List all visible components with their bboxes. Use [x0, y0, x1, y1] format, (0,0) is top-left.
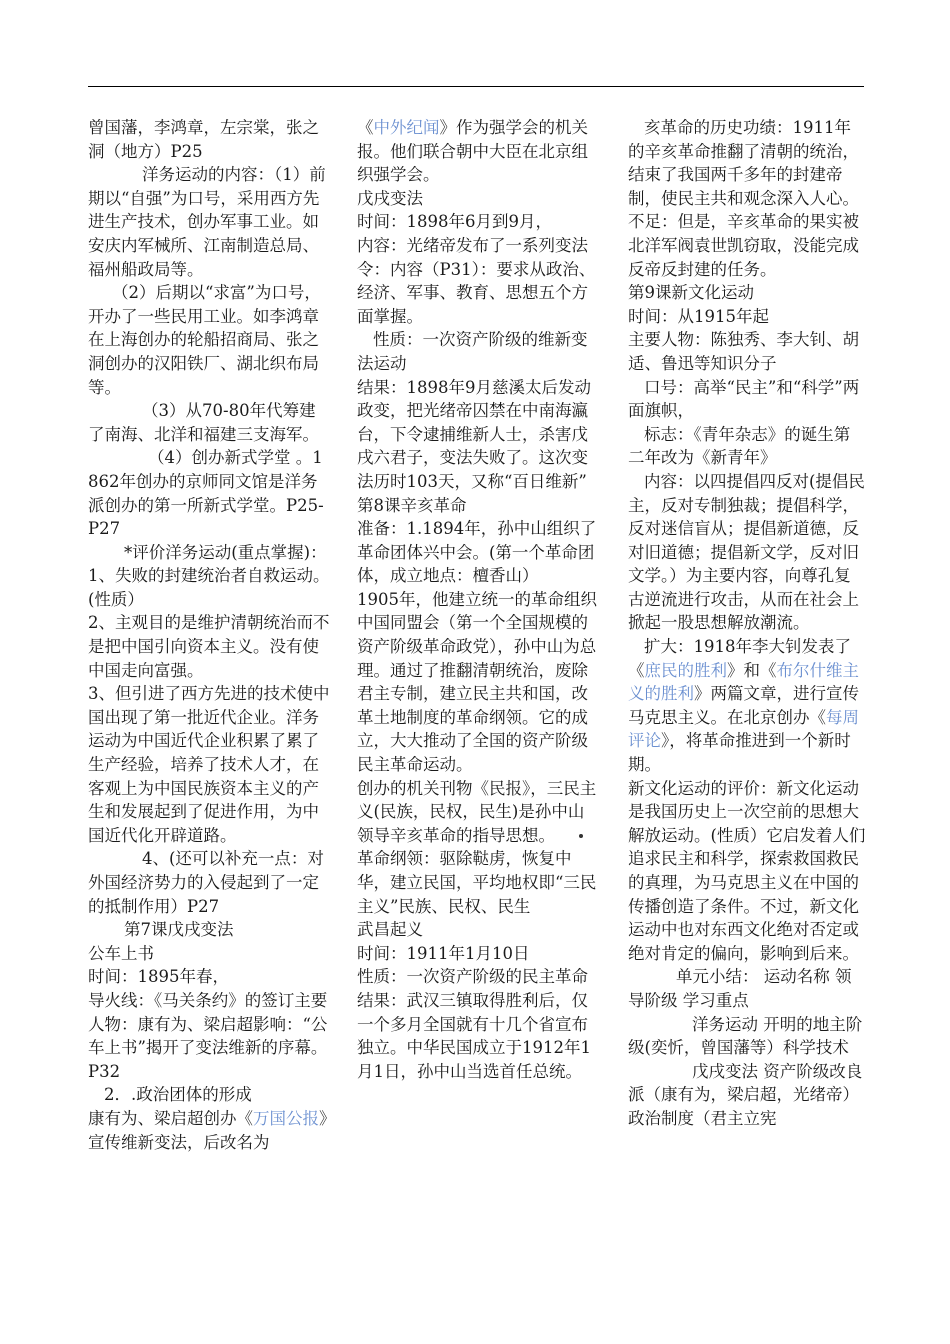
paragraph: 口号：高举“民主”和“科学”两面旗帜，	[628, 377, 860, 421]
paragraph: 准备：1.1894年，孙中山组织了革命团体兴中会。(第一个革命团体，成立地点：檀香山）	[357, 519, 597, 586]
subheading: 2．.政治团体的形成	[104, 1085, 252, 1105]
section-heading: 第9课新文化运动	[628, 283, 754, 303]
paragraph: 亥革命的历史功绩：1911年的辛亥革命推翻了清朝的统治，结束了我国两千多年的封建帝制，使民主共和观念深入人心。不足：但是，辛亥革命的果实被北洋军阀袁世凯窃取，没能完成反帝反封建的任务。	[628, 118, 859, 279]
hyperlink-bolshevism-victory[interactable]: 布尔什维主义的胜利	[628, 660, 859, 704]
paragraph: 主要人物：陈独秀、李大钊、胡适、鲁迅等知识分子	[628, 330, 859, 373]
paragraph: 结果：武汉三镇取得胜利后，仅一个多月全国就有十几个省宣布独立。中华民国成立于1912年1月1日，孙中山当选首任总统。	[357, 990, 591, 1081]
paragraph: （4）创办新式学堂 。1862年创办的京师同文馆是洋务派创办的第一所新式学堂。P25-P27	[88, 448, 324, 539]
paragraph: 2、主观目的是维护清朝统治而不是把中国引向资本主义。没有使中国走向富强。	[88, 613, 330, 680]
paragraph: *评价洋务运动(重点掌握)： 1、失败的封建统治者自救运动。(性质）	[88, 542, 330, 609]
paragraph: 导火线：《马关条约》的签订主要人物：康有为、梁启超影响：“公车上书”揭开了变法维新的序幕。P32	[88, 990, 328, 1081]
paragraph: 单元小结： 运动名称 领导阶级 学习重点	[628, 967, 852, 1010]
paragraph: 创办的机关刊物《民报》，三民主义(民族，民权，民生)是孙中山领导辛亥革命的指导思想。	[357, 778, 597, 845]
paragraph: 性质：一次资产阶级的民主革命	[357, 967, 588, 987]
paragraph: （3）从70-80年代筹建了南海、北洋和福建三支海军。	[88, 401, 319, 444]
paragraph: 新文化运动的评价：新文化运动是我国历史上一次空前的思想大解放运动。(性质）它启发着人们追求民主和科学，探索救国救民的真理，为马克思主义在中国的传播创造了条件。不过，新文化运动中也对东西文化绝对否定或绝对肯定的偏向，影响到后来。	[628, 778, 866, 963]
paragraph: 戊戌变法 资产阶级改良派（康有为，梁启超，光绪帝） 政治制度（君主立宪	[628, 1061, 863, 1128]
paragraph: 时间：1895年春，	[88, 967, 229, 987]
paragraph: 洋务运动 开明的地主阶级(奕忻，曾国藩等）科学技术	[628, 1014, 863, 1058]
paragraph: 扩大：1918年李大钊发表了《庶民的胜利》和《布尔什维主义的胜利》两篇文章，进行宣传马克思主义。在北京创办《每周评论》，将革命推进到一个新时期。	[628, 637, 859, 775]
header-rule	[88, 86, 864, 87]
hyperlink-meizhou-pinglun[interactable]: 每周评论	[628, 707, 859, 751]
paragraph: 3、但引进了西方先进的技术使中国出现了第一批近代企业。洋务运动为中国近代企业积累了累了生产经验，培养了技术人才，在客观上为中国民族资本主义的产生和发展起到了促进作用，为中国近代化开辟道路。	[88, 684, 330, 845]
column-1	[88, 116, 330, 1154]
column-3	[628, 116, 866, 1131]
paragraph: 性质：一次资产阶级的维新变法运动	[357, 330, 588, 373]
hyperlink-shumin-de-shengli[interactable]: 庶民的胜利	[644, 660, 727, 680]
section-heading: 第8课辛亥革命	[357, 495, 467, 515]
paragraph: （2）后期以“求富”为口号，开办了一些民用工业。如李鸿章在上海创办的轮船招商局、张之洞创办的汉阳铁厂、湖北织布局等。	[88, 283, 321, 397]
paragraph: 革命纲领：驱除鞑虏，恢复中华，建立民国，平均地权即“三民主义”民族、民权、民生	[357, 849, 597, 916]
paragraph: 《中外纪闻》作为强学会的机关报。他们联合朝中大臣在北京组织强学会。	[357, 118, 588, 185]
paragraph: 洋务运动的内容：（1）前期以“自强”为口号，采用西方先进生产技术，创办军事工业。如安庆内军械所、江南制造总局、福州船政局等。	[88, 165, 326, 279]
paragraph: 时间：1911年1月10日	[357, 943, 530, 963]
subheading: 公车上书	[88, 943, 154, 963]
paragraph: 时间：从1915年起	[628, 306, 769, 326]
hyperlink-zhongwai-jiwen[interactable]: 中外纪闻	[373, 118, 440, 137]
paragraph: 康有为、梁启超创办《万国公报》宣传维新变法，后改名为	[88, 1108, 328, 1152]
paragraph: 标志：《青年杂志》的诞生第二年改为《新青年》	[628, 424, 851, 468]
section-heading: 第7课戊戌变法	[124, 920, 234, 940]
paragraph: 曾国藩，李鸿章，左宗棠，张之洞（地方）P25	[88, 118, 319, 161]
paragraph: 内容：光绪帝发布了一系列变法令：内容（P31）：要求从政治、经济、军事、教育、思想五个方面掌握。	[357, 235, 596, 326]
paragraph: 1905年，他建立统一的革命组织中国同盟会（第一个全国规模的资产阶级革命政党），孙中山为总理。通过了推翻清朝统治，废除君主专制，建立民主共和国，改革土地制度的革命纲领。它的成立，大大推动了全国的资产阶级民主革命运动。	[357, 589, 597, 775]
paragraph: 4、(还可以补充一点：对外国经济势力的入侵起到了一定的抵制作用）P27	[88, 849, 324, 916]
subheading: 戊戌变法	[357, 188, 423, 208]
column-2	[357, 116, 597, 1083]
paragraph: 内容：以四提倡四反对(提倡民主，反对专制独裁；提倡科学，反对迷信盲从；提倡新道德，反对旧道德；提倡新文学，反对旧文学。）为主要内容，向尊孔复古逆流进行攻击，从而在社会上掀起一股思想解放潮流。	[628, 471, 865, 633]
subheading: 武昌起义	[357, 920, 423, 940]
paragraph: 时间：1898年6月到9月，	[357, 212, 552, 232]
dot-mark	[579, 834, 583, 838]
paragraph: 结果：1898年9月慈溪太后发动政变，把光绪帝囚禁在中南海瀛台，下令逮捕维新人士，杀害戊戌六君子，变法失败了。这次变法历时103天，又称“百日维新”	[357, 377, 591, 491]
hyperlink-wanguo-gongbao[interactable]: 万国公报	[253, 1108, 319, 1128]
